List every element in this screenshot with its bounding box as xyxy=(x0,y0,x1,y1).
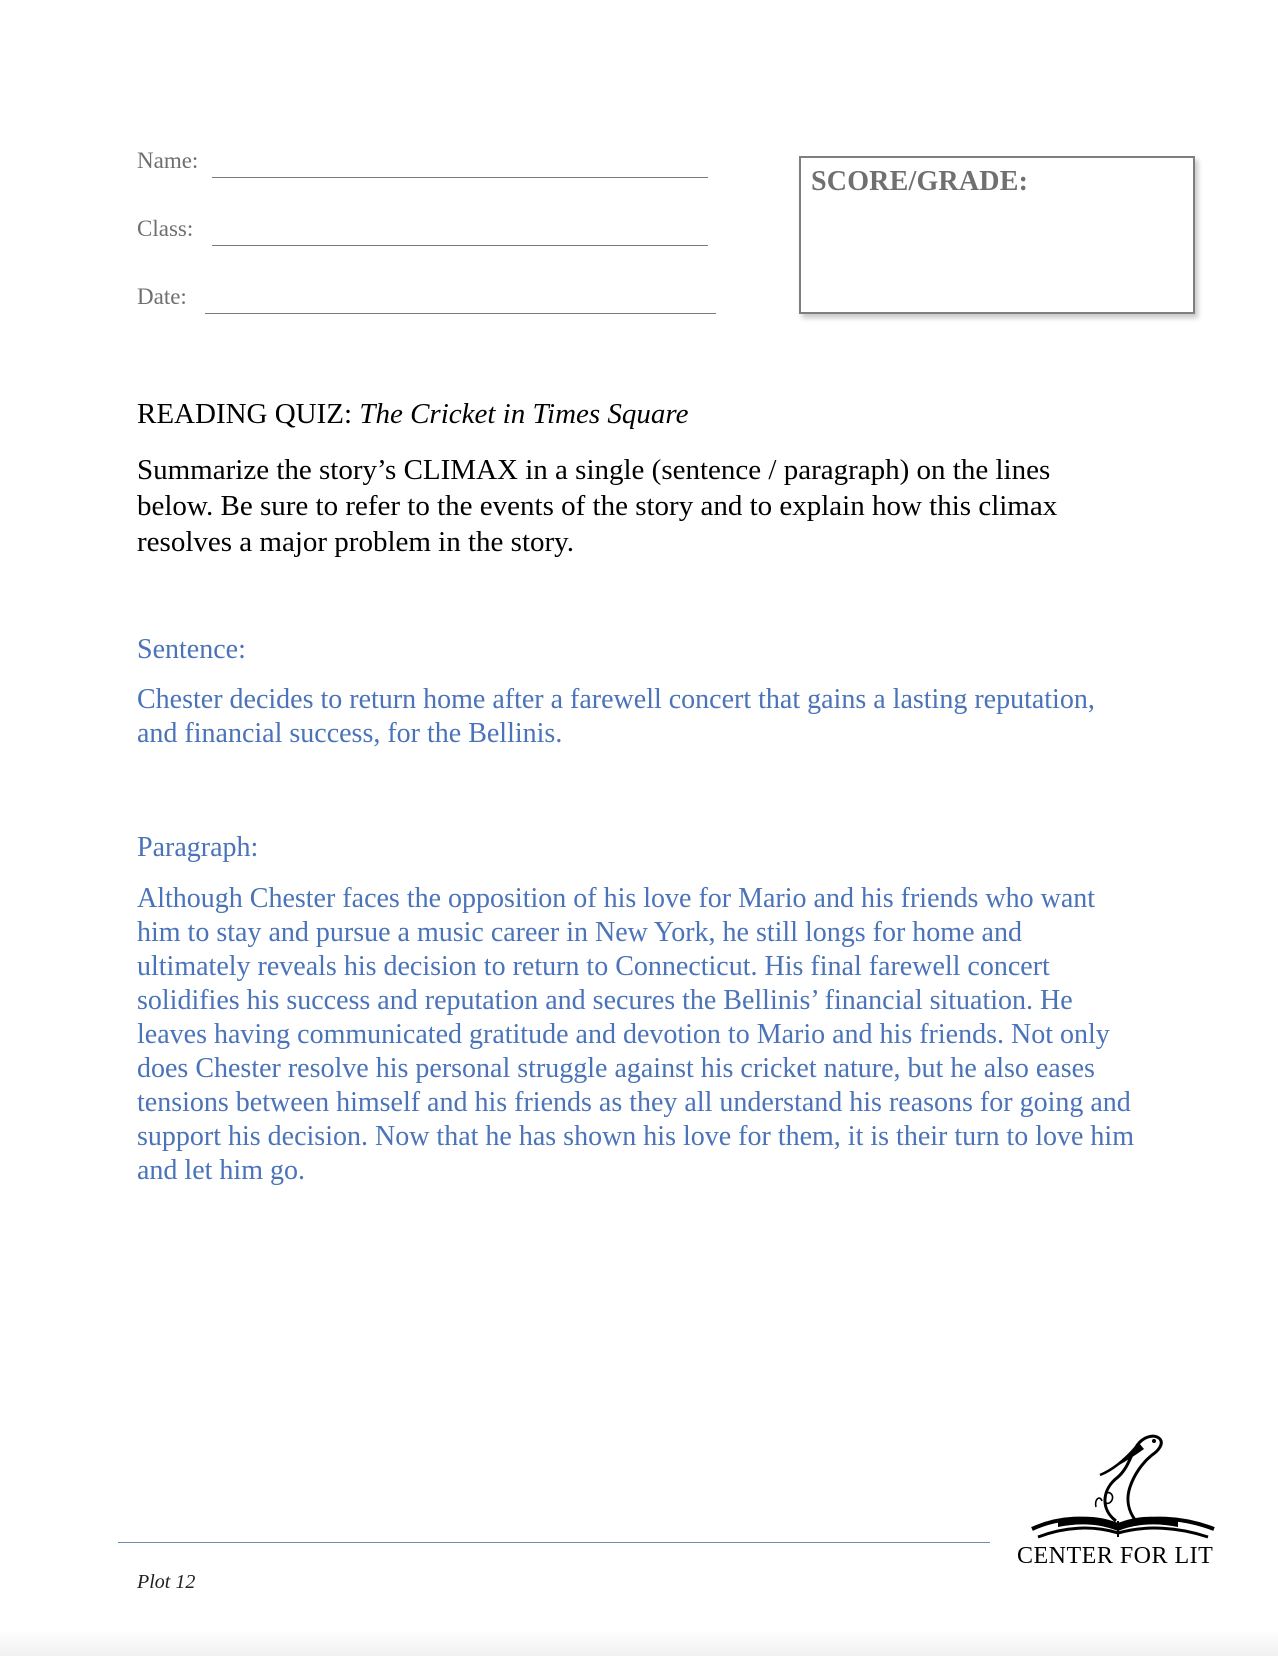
quiz-instructions: Summarize the story’s CLIMAX in a single (sentence / paragraph) on the lines below. Be sure to refer to the events of the story and to explain how this climax resolves a major problem in the story. xyxy=(137,454,1058,558)
quiz-title xyxy=(137,398,689,431)
sentence-answer: Chester decides to return home after a farewell concert that gains a lasting reputation, and financial success, for the Bellinis. xyxy=(137,684,1095,749)
page-bottom-shadow xyxy=(0,1630,1278,1656)
name-label: Name: xyxy=(137,148,199,173)
name-input-line[interactable] xyxy=(212,177,708,178)
date-field[interactable] xyxy=(137,276,727,316)
book-title: The Cricket in Times Square xyxy=(359,398,689,430)
center-for-lit-logo xyxy=(1010,1425,1235,1575)
class-label: Class: xyxy=(137,216,194,241)
page-label: Plot 12 xyxy=(137,1571,196,1593)
logo-text: CENTER FOR LIT xyxy=(1017,1543,1214,1569)
class-input-line[interactable] xyxy=(212,245,708,246)
score-grade-label: SCORE/GRADE: xyxy=(811,166,1029,197)
quiz-title-prefix: READING QUIZ: xyxy=(137,398,360,430)
footer-divider xyxy=(118,1542,990,1543)
score-grade-box[interactable] xyxy=(799,156,1195,314)
date-label: Date: xyxy=(137,284,187,309)
paragraph-label: Paragraph: xyxy=(137,832,259,863)
sentence-label: Sentence: xyxy=(137,634,246,665)
pelican-book-icon xyxy=(1018,1425,1228,1543)
date-input-line[interactable] xyxy=(205,313,716,314)
name-field[interactable] xyxy=(137,140,717,180)
paragraph-answer: Although Chester faces the opposition of his love for Mario and his friends who want him to stay and pursue a music career in New York, he still longs for home and ultimately reveals his decision to return to Connecticut. His final farewell concert solidifies his success and reputation and secures the Bellinis’ financial situation. He leaves having communicated gratitude and devotion to Mario and his friends. Not only does Chester resolve his personal struggle against his cricket nature, but he also eases tensions between himself and his friends as they all understand his reasons for going and support his decision. Now that he has shown his love for them, it is their turn to love him and let him go. xyxy=(137,883,1134,1186)
class-field[interactable] xyxy=(137,208,717,248)
